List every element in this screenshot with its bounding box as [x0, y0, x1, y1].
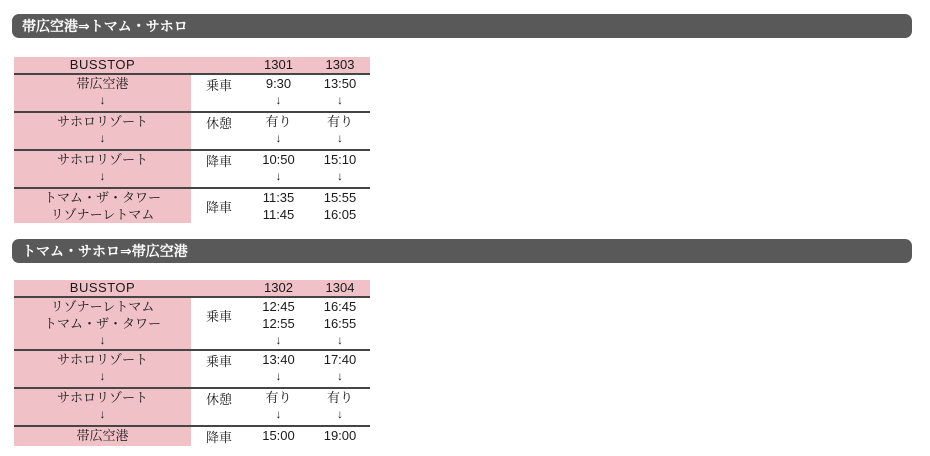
time-cell: [310, 389, 370, 425]
time-cell: [247, 389, 310, 425]
action-cell: [191, 75, 247, 111]
action-cell: [191, 298, 247, 349]
timetable-row-group: [14, 425, 370, 446]
down-arrow: ↓: [337, 369, 343, 383]
service-number-cell: 1304: [325, 280, 355, 295]
down-arrow: ↓: [275, 131, 282, 145]
station-name: 帯広空港: [76, 76, 129, 91]
down-arrow: ↓: [275, 169, 282, 183]
time-cell: [310, 189, 370, 223]
time-value: 有り: [326, 390, 353, 405]
time-cell: [310, 427, 370, 446]
action-cell: [191, 113, 247, 149]
timetable-inbound: [14, 280, 370, 446]
time-value: 16:55: [323, 316, 357, 331]
station-name: サホロリゾート: [56, 390, 148, 405]
down-arrow: ↓: [99, 407, 106, 421]
timetable-row-group: [14, 111, 370, 149]
time-value: 16:45: [323, 299, 357, 314]
section-title: トマム・サホロ⇒帯広空港: [22, 243, 188, 259]
down-arrow: ↓: [99, 131, 106, 145]
time-cell: [310, 75, 370, 111]
time-cell: [310, 151, 370, 187]
station-name: リゾナーレトマム: [50, 299, 155, 314]
action-cell: [191, 389, 247, 425]
section-title: 帯広空港⇒トマム・サホロ: [22, 18, 188, 34]
down-arrow: ↓: [99, 93, 106, 107]
action-label: 降車: [205, 154, 232, 169]
time-cell: [247, 75, 310, 111]
station-cell: [14, 389, 191, 425]
station-cell: [14, 151, 191, 187]
station-cell: [14, 427, 191, 446]
time-cell: [310, 351, 370, 387]
action-label: 乗車: [205, 78, 232, 93]
down-arrow: ↓: [275, 333, 282, 347]
timetable-row-group: [14, 387, 370, 425]
time-value: 13:50: [323, 76, 357, 91]
station-name: サホロリゾート: [56, 352, 148, 367]
time-cell: [247, 427, 310, 446]
station-name: トマム・ザ・タワー: [43, 316, 161, 331]
time-value: 17:40: [323, 352, 357, 367]
timetable-outbound: [14, 57, 370, 223]
time-cell: [310, 113, 370, 149]
down-arrow: ↓: [99, 169, 106, 183]
time-cell: [247, 189, 310, 223]
time-value: 有り: [326, 114, 353, 129]
section-title-bar-outbound: [12, 14, 912, 38]
action-cell: [191, 351, 247, 387]
time-value: 12:55: [262, 316, 295, 331]
time-cell: [247, 113, 310, 149]
down-arrow: ↓: [337, 407, 343, 421]
busstop-header-cell: BUSSTOP: [69, 280, 136, 295]
down-arrow: ↓: [337, 169, 343, 183]
timetable-row-group: [14, 187, 370, 223]
time-value: 15:10: [323, 152, 357, 167]
time-value: 11:45: [262, 207, 295, 222]
time-cell: [247, 351, 310, 387]
station-cell: [14, 113, 191, 149]
station-name: サホロリゾート: [56, 152, 148, 167]
action-label: 降車: [205, 199, 232, 215]
timetable-row-group: [14, 296, 370, 349]
station-cell: [14, 75, 191, 111]
time-value: 9:30: [265, 76, 292, 91]
time-value: 11:35: [262, 190, 295, 205]
time-value: 15:55: [323, 190, 357, 205]
station-name: 帯広空港: [76, 428, 129, 443]
section-title-bar-inbound: [12, 239, 912, 263]
timetable-header-row: [14, 280, 370, 296]
action-cell: [191, 151, 247, 187]
time-cell: [247, 298, 310, 349]
action-label: 休憩: [205, 116, 232, 131]
down-arrow: ↓: [337, 131, 343, 145]
time-cell: [247, 151, 310, 187]
timetable-row-group: [14, 349, 370, 387]
action-label: 乗車: [205, 354, 232, 369]
station-name: サホロリゾート: [56, 114, 148, 129]
station-name: リゾナーレトマム: [50, 207, 155, 222]
action-label: 乗車: [205, 308, 232, 324]
down-arrow: ↓: [275, 93, 282, 107]
station-cell: [14, 298, 191, 349]
timetable-header-row: [14, 57, 370, 73]
time-cell: [310, 298, 370, 349]
down-arrow: ↓: [275, 407, 282, 421]
action-label: 休憩: [205, 392, 232, 407]
timetable-row-group: [14, 73, 370, 111]
action-cell: [191, 189, 247, 223]
time-value: 有り: [265, 114, 292, 129]
down-arrow: ↓: [99, 369, 106, 383]
time-value: 有り: [265, 390, 292, 405]
down-arrow: ↓: [337, 333, 343, 347]
action-label: 降車: [205, 430, 232, 445]
action-header-cell: [191, 57, 247, 73]
station-cell: [14, 351, 191, 387]
station-cell: [14, 189, 191, 223]
time-value: 10:50: [262, 152, 295, 167]
action-header-cell: [191, 280, 247, 296]
busstop-header-cell: BUSSTOP: [69, 57, 136, 72]
down-arrow: ↓: [99, 333, 106, 347]
service-number-cell: 1302: [264, 280, 293, 295]
time-value: 15:00: [262, 428, 295, 443]
action-cell: [191, 427, 247, 446]
service-number-cell: 1301: [264, 57, 293, 72]
down-arrow: ↓: [337, 93, 343, 107]
station-name: トマム・ザ・タワー: [43, 190, 161, 205]
time-value: 16:05: [323, 207, 357, 222]
timetable-row-group: [14, 149, 370, 187]
down-arrow: ↓: [275, 369, 282, 383]
time-value: 13:40: [262, 352, 295, 367]
service-number-cell: 1303: [325, 57, 355, 72]
time-value: 19:00: [323, 428, 357, 443]
time-value: 12:45: [262, 299, 295, 314]
